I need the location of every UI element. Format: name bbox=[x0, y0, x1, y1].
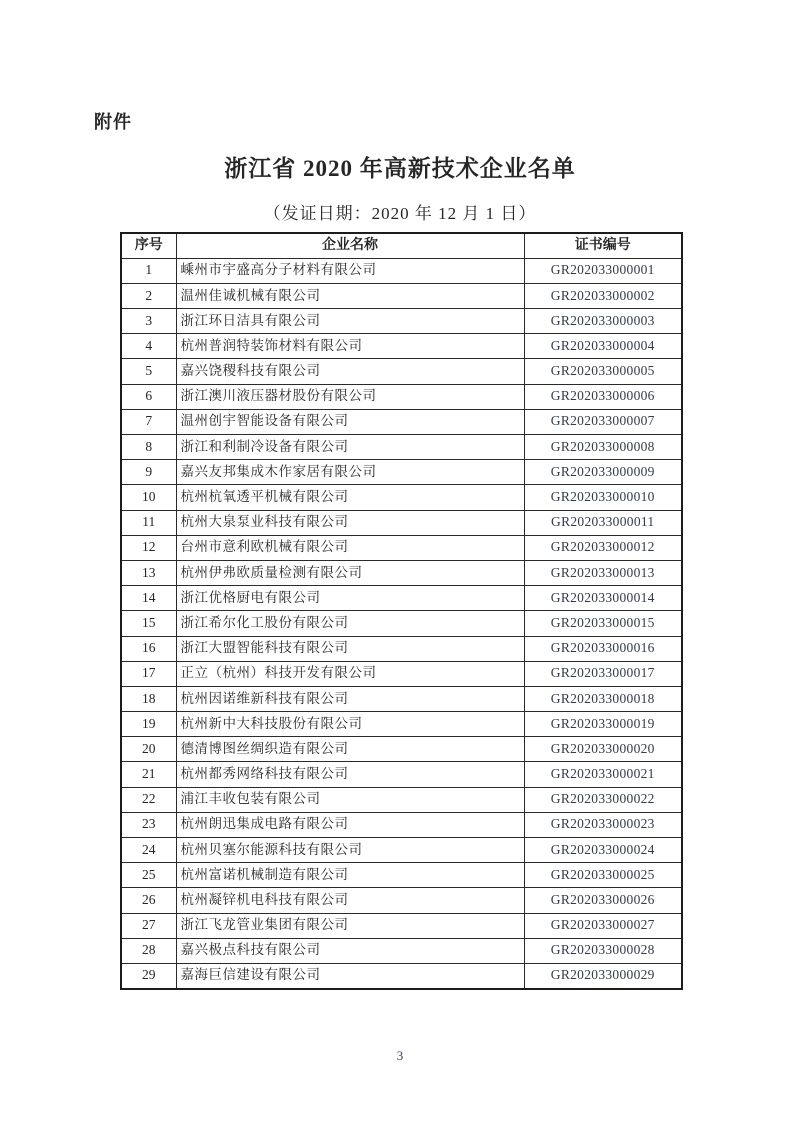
table-row bbox=[121, 510, 682, 535]
row-number-cell: 28 bbox=[121, 938, 176, 963]
company-name-cell: 浙江飞龙管业集团有限公司 bbox=[176, 913, 524, 938]
certificate-number-cell: GR202033000024 bbox=[524, 838, 682, 863]
row-number-cell: 4 bbox=[121, 334, 176, 359]
table-row bbox=[121, 737, 682, 762]
company-name-cell: 杭州凝锌机电科技有限公司 bbox=[176, 888, 524, 913]
row-number-cell: 12 bbox=[121, 535, 176, 560]
row-number-cell: 26 bbox=[121, 888, 176, 913]
company-name-cell: 嘉兴饶稷科技有限公司 bbox=[176, 359, 524, 384]
company-name-cell: 浦江丰收包装有限公司 bbox=[176, 787, 524, 812]
row-number-cell: 20 bbox=[121, 737, 176, 762]
certificate-number-cell: GR202033000012 bbox=[524, 535, 682, 560]
certificate-number-cell: GR202033000010 bbox=[524, 485, 682, 510]
certificate-number-cell: GR202033000007 bbox=[524, 409, 682, 434]
attachment-label: 附件 bbox=[94, 112, 132, 132]
table-row bbox=[121, 938, 682, 963]
table-row bbox=[121, 435, 682, 460]
row-number-cell: 21 bbox=[121, 762, 176, 787]
row-number-cell: 18 bbox=[121, 686, 176, 711]
table-row bbox=[121, 409, 682, 434]
certificate-number-cell: GR202033000002 bbox=[524, 283, 682, 308]
certificate-number-cell: GR202033000005 bbox=[524, 359, 682, 384]
certificate-number-cell: GR202033000003 bbox=[524, 309, 682, 334]
row-number-cell: 14 bbox=[121, 586, 176, 611]
table-row bbox=[121, 712, 682, 737]
table-row bbox=[121, 863, 682, 888]
table-row bbox=[121, 560, 682, 585]
company-name-cell: 杭州普润特装饰材料有限公司 bbox=[176, 334, 524, 359]
company-name-cell: 德清博图丝绸织造有限公司 bbox=[176, 737, 524, 762]
table-row bbox=[121, 762, 682, 787]
row-number-cell: 19 bbox=[121, 712, 176, 737]
table-row bbox=[121, 535, 682, 560]
table-row bbox=[121, 661, 682, 686]
row-number-cell: 8 bbox=[121, 435, 176, 460]
certificate-number-cell: GR202033000011 bbox=[524, 510, 682, 535]
certificate-number-cell: GR202033000014 bbox=[524, 586, 682, 611]
row-number-cell: 9 bbox=[121, 460, 176, 485]
table-row bbox=[121, 812, 682, 837]
column-header-company-name: 企业名称 bbox=[176, 233, 524, 258]
table-row bbox=[121, 283, 682, 308]
company-name-cell: 浙江大盟智能科技有限公司 bbox=[176, 636, 524, 661]
certificate-number-cell: GR202033000021 bbox=[524, 762, 682, 787]
table-row bbox=[121, 460, 682, 485]
table-row bbox=[121, 334, 682, 359]
certificate-number-cell: GR202033000025 bbox=[524, 863, 682, 888]
certificate-number-cell: GR202033000013 bbox=[524, 560, 682, 585]
table-row bbox=[121, 485, 682, 510]
table-row bbox=[121, 888, 682, 913]
row-number-cell: 1 bbox=[121, 258, 176, 283]
company-name-cell: 嵊州市宇盛高分子材料有限公司 bbox=[176, 258, 524, 283]
company-name-cell: 杭州大泉泵业科技有限公司 bbox=[176, 510, 524, 535]
certificate-number-cell: GR202033000018 bbox=[524, 686, 682, 711]
table-row bbox=[121, 636, 682, 661]
certificate-number-cell: GR202033000020 bbox=[524, 737, 682, 762]
certificate-number-cell: GR202033000019 bbox=[524, 712, 682, 737]
table-row bbox=[121, 787, 682, 812]
certificate-number-cell: GR202033000028 bbox=[524, 938, 682, 963]
row-number-cell: 10 bbox=[121, 485, 176, 510]
company-name-cell: 嘉兴友邦集成木作家居有限公司 bbox=[176, 460, 524, 485]
company-name-cell: 杭州因诺维新科技有限公司 bbox=[176, 686, 524, 711]
issue-date-subtitle: （发证日期：2020 年 12 月 1 日） bbox=[263, 204, 537, 223]
row-number-cell: 22 bbox=[121, 787, 176, 812]
certificate-number-cell: GR202033000016 bbox=[524, 636, 682, 661]
certificate-number-cell: GR202033000029 bbox=[524, 963, 682, 988]
company-name-cell: 浙江希尔化工股份有限公司 bbox=[176, 611, 524, 636]
certificate-number-cell: GR202033000026 bbox=[524, 888, 682, 913]
table-row bbox=[121, 586, 682, 611]
enterprise-table bbox=[120, 232, 683, 990]
row-number-cell: 6 bbox=[121, 384, 176, 409]
row-number-cell: 29 bbox=[121, 963, 176, 988]
table-header-row bbox=[121, 233, 682, 258]
table-row bbox=[121, 611, 682, 636]
certificate-number-cell: GR202033000015 bbox=[524, 611, 682, 636]
table-row bbox=[121, 359, 682, 384]
company-name-cell: 杭州富诺机械制造有限公司 bbox=[176, 863, 524, 888]
row-number-cell: 5 bbox=[121, 359, 176, 384]
row-number-cell: 13 bbox=[121, 560, 176, 585]
company-name-cell: 杭州新中大科技股份有限公司 bbox=[176, 712, 524, 737]
company-name-cell: 浙江环日洁具有限公司 bbox=[176, 309, 524, 334]
row-number-cell: 25 bbox=[121, 863, 176, 888]
page-title: 浙江省 2020 年高新技术企业名单 bbox=[224, 156, 576, 181]
row-number-cell: 3 bbox=[121, 309, 176, 334]
certificate-number-cell: GR202033000023 bbox=[524, 812, 682, 837]
company-name-cell: 杭州都秀网络科技有限公司 bbox=[176, 762, 524, 787]
table-row bbox=[121, 913, 682, 938]
row-number-cell: 2 bbox=[121, 283, 176, 308]
table-row bbox=[121, 963, 682, 988]
column-header-certificate-number: 证书编号 bbox=[524, 233, 682, 258]
company-name-cell: 杭州伊弗欧质量检测有限公司 bbox=[176, 560, 524, 585]
row-number-cell: 16 bbox=[121, 636, 176, 661]
certificate-number-cell: GR202033000017 bbox=[524, 661, 682, 686]
company-name-cell: 浙江澳川液压器材股份有限公司 bbox=[176, 384, 524, 409]
company-name-cell: 温州创宇智能设备有限公司 bbox=[176, 409, 524, 434]
company-name-cell: 浙江和利制冷设备有限公司 bbox=[176, 435, 524, 460]
row-number-cell: 27 bbox=[121, 913, 176, 938]
company-name-cell: 正立（杭州）科技开发有限公司 bbox=[176, 661, 524, 686]
company-name-cell: 杭州杭氧透平机械有限公司 bbox=[176, 485, 524, 510]
table-row bbox=[121, 686, 682, 711]
certificate-number-cell: GR202033000001 bbox=[524, 258, 682, 283]
company-name-cell: 嘉海巨信建设有限公司 bbox=[176, 963, 524, 988]
certificate-number-cell: GR202033000004 bbox=[524, 334, 682, 359]
certificate-number-cell: GR202033000009 bbox=[524, 460, 682, 485]
company-name-cell: 温州佳诚机械有限公司 bbox=[176, 283, 524, 308]
certificate-number-cell: GR202033000022 bbox=[524, 787, 682, 812]
row-number-cell: 7 bbox=[121, 409, 176, 434]
company-name-cell: 嘉兴极点科技有限公司 bbox=[176, 938, 524, 963]
row-number-cell: 15 bbox=[121, 611, 176, 636]
row-number-cell: 24 bbox=[121, 838, 176, 863]
page-number: 3 bbox=[396, 1048, 404, 1063]
column-header-serial-number: 序号 bbox=[121, 233, 176, 258]
table-row bbox=[121, 384, 682, 409]
table-row bbox=[121, 258, 682, 283]
table-row bbox=[121, 309, 682, 334]
company-name-cell: 浙江优格厨电有限公司 bbox=[176, 586, 524, 611]
company-name-cell: 台州市意利欧机械有限公司 bbox=[176, 535, 524, 560]
certificate-number-cell: GR202033000006 bbox=[524, 384, 682, 409]
row-number-cell: 23 bbox=[121, 812, 176, 837]
row-number-cell: 17 bbox=[121, 661, 176, 686]
table-row bbox=[121, 838, 682, 863]
company-name-cell: 杭州贝塞尔能源科技有限公司 bbox=[176, 838, 524, 863]
certificate-number-cell: GR202033000008 bbox=[524, 435, 682, 460]
row-number-cell: 11 bbox=[121, 510, 176, 535]
certificate-number-cell: GR202033000027 bbox=[524, 913, 682, 938]
company-name-cell: 杭州朗迅集成电路有限公司 bbox=[176, 812, 524, 837]
